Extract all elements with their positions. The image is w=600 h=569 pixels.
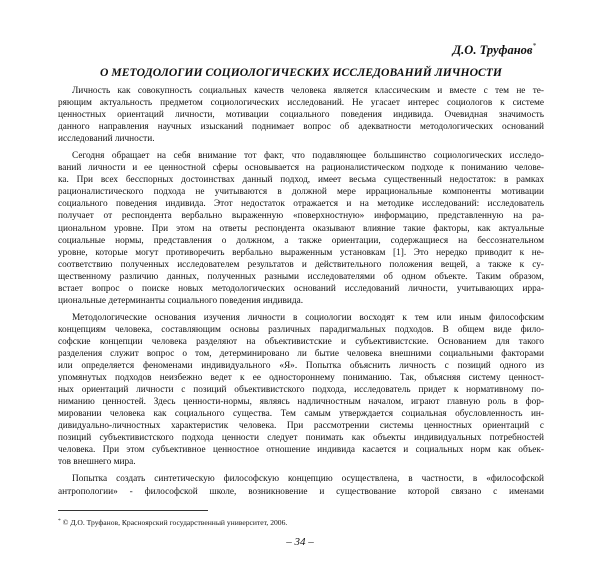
text-line: концепциям человека, составляющим основы различных парадигмальных подходов. В общем виде фило-	[58, 324, 544, 335]
article-title: О МЕТОДОЛОГИИ СОЦИОЛОГИЧЕСКИХ ИССЛЕДОВАНИЙ ЛИЧНОСТИ	[100, 66, 502, 79]
text-line: тов внешнего мира.	[58, 457, 136, 468]
footnote-text: © Д.О. Труфанов, Красноярский государственный университет, 2006.	[62, 518, 288, 527]
text-line: ниманию ценностей. Здесь ценности-нормы, являясь надличностным началом, играют главную роль в фор-	[58, 397, 544, 408]
paragraph-2	[58, 150, 544, 307]
text-line: соответствию полученных исследователем результатов и действительного положения вещей, а также к су-	[58, 259, 544, 270]
text-line: софские концепции человека разделяют на объективистские и субъективистские. Основанием для такого	[58, 336, 544, 347]
text-line: ваний личности и ее ценностной сферы основывается на рационалистическом подходе к пониманию челове-	[58, 163, 544, 174]
text-line: Сегодня обращает на себя внимание тот факт, что подавляющее большинство социологических исследо-	[72, 151, 544, 162]
text-line: социальные нормы, представления о должном, а также ориентации, содержащиеся на бессознательном	[58, 235, 544, 246]
footnote-divider	[58, 510, 208, 511]
text-line: упомянутых подходов неизбежно ведет к ее одностороннему пониманию. Так, объясняя систему ценност-	[58, 373, 544, 384]
text-line: циональные детерминанты социального поведения индивида.	[58, 295, 304, 306]
text-line: или определяется феноменами индивидуального «Я». Попытка объяснить личность с позиций одного из	[58, 361, 544, 372]
text-line: Попытка создать синтетическую философскую концепцию осуществлена, в частности, в «философской	[72, 474, 544, 485]
text-line: антропологии» - философской школе, возникновение и существование которой связано с именами	[58, 486, 544, 497]
footnote-mark: *	[58, 518, 61, 524]
paragraph-4	[58, 473, 544, 497]
text-line: Личность как совокупность социальных качеств человека является классическим и вместе с тем не те-	[72, 86, 544, 96]
author-name	[453, 42, 536, 58]
text-line: рационалистического подхода не учитываются в должной мере иррациональные компоненты мотивации	[58, 187, 544, 198]
paragraph-1	[58, 85, 544, 145]
text-line: позиций субъективистского подхода ценности следует понимать как объекты индивидуальных потребностей	[58, 433, 544, 444]
text-line: ценностных ориентаций личности, мотивации социального поведения индивида. Очевидная значимость	[58, 110, 544, 121]
text-line: встает вопрос о поиске новых методологических оснований исследований личности, учитывающих ирра-	[58, 283, 544, 294]
text-line: исследований личности.	[58, 134, 155, 145]
text-line: получает от респондента вербально выраженную «поверхностную» информацию, представленную на ра-	[58, 211, 544, 222]
text-line: социального поведения индивида. Этот недостаток отражается и на методике исследований: исследователь	[58, 199, 544, 210]
page-number: – 34 –	[286, 536, 314, 548]
paragraph-3	[58, 312, 544, 469]
text-line: уровне, которые могут противоречить вербально выраженным установкам [1]. Это нередко приводит к не-	[58, 247, 544, 258]
text-line: дивидуально-личностных характеристик человека. При рассмотрении системы ценностных ориентаций с	[58, 421, 544, 432]
text-line: циональном уровне. При этом на ответы респондента оказывают влияние такие факторы, как актуальные	[58, 223, 544, 234]
footnote	[58, 518, 287, 527]
text-line: щественному различию данных, полученных разными исследователями об одном объекте. Таким образом,	[58, 271, 544, 282]
text-line: человека. При этом субъективное ценностное отношение индивида касается и социальных норм как объек-	[58, 445, 544, 456]
text-line: ных ориентаций личности с позиций объективистского подхода, исследователь придет к нормативному по-	[58, 385, 544, 396]
text-line: ка. При всех бесспорных достоинствах данный подход, имеет весьма существенный недостаток: в рамках	[58, 175, 544, 186]
text-line: ряющим актуальность предметом социологических исследований. Не угасает интерес социологов к системе	[58, 98, 544, 109]
author-footnote-mark: *	[532, 42, 536, 50]
text-line: разделения служит вопрос о том, детерминировано ли бытие человека внешними социальными факторами	[58, 348, 544, 359]
author-name-text: Д.О. Труфанов	[452, 43, 533, 57]
text-line: мировании человека как социального существа. Тем самым утверждается социальная обусловленность ин-	[58, 409, 544, 420]
text-line: Методологические основания изучения личности в социологии восходят к тем или иным философским	[72, 312, 544, 323]
article-body	[58, 85, 544, 503]
text-line: данного направления научных изысканий поднимает вопрос об адекватности методологических оснований	[58, 122, 544, 133]
